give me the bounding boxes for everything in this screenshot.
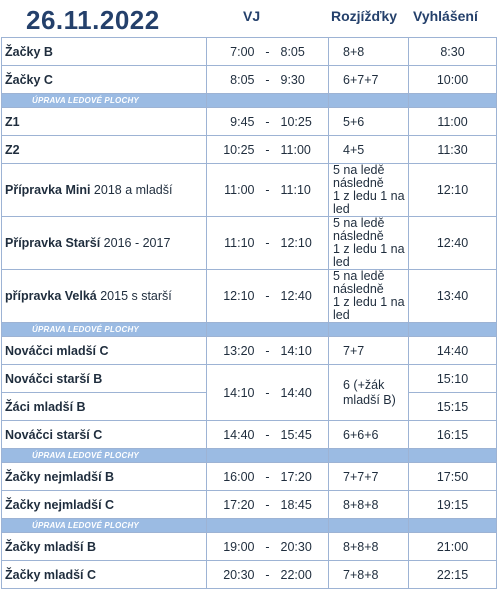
schedule-header bbox=[0, 0, 499, 38]
table-row bbox=[2, 533, 497, 561]
award-time-cell: 15:15 bbox=[409, 393, 497, 421]
category-cell: Žačky nejmladší C bbox=[2, 491, 207, 519]
heats-cell: 4+5 bbox=[329, 136, 409, 164]
heats-cell: 8+8 bbox=[329, 38, 409, 66]
award-time-cell: 21:00 bbox=[409, 533, 497, 561]
award-time-cell: 13:40 bbox=[409, 270, 497, 323]
table-row bbox=[2, 463, 497, 491]
award-time-cell: 12:10 bbox=[409, 164, 497, 217]
time-cell: 14:10 - 14:40 bbox=[207, 365, 329, 421]
ice-resurfacing-label: ÚPRAVA LEDOVÉ PLOCHY bbox=[2, 519, 207, 533]
category-cell: Žačky mladší B bbox=[2, 533, 207, 561]
table-row bbox=[2, 108, 497, 136]
heats-cell: 7+7+7 bbox=[329, 463, 409, 491]
time-cell: 10:25 - 11:00 bbox=[207, 136, 329, 164]
heats-cell: 8+8+8 bbox=[329, 491, 409, 519]
category-cell: Z1 bbox=[2, 108, 207, 136]
time-cell: 17:20 - 18:45 bbox=[207, 491, 329, 519]
category-cell: přípravka Velká 2015 s starší bbox=[2, 270, 207, 323]
table-row bbox=[2, 561, 497, 589]
award-time-cell: 8:30 bbox=[409, 38, 497, 66]
time-cell: 11:10 - 12:10 bbox=[207, 217, 329, 270]
ice-resurfacing-label: ÚPRAVA LEDOVÉ PLOCHY bbox=[2, 323, 207, 337]
column-header-rozjizdky: Rozjížďky bbox=[331, 8, 398, 24]
heats-cell: 6 (+žák mladší B) bbox=[329, 365, 409, 421]
category-cell: Přípravka Mini 2018 a mladší bbox=[2, 164, 207, 217]
table-row bbox=[2, 270, 497, 323]
category-cell: Přípravka Starší 2016 - 2017 bbox=[2, 217, 207, 270]
award-time-cell: 16:15 bbox=[409, 421, 497, 449]
time-cell: 9:45 - 10:25 bbox=[207, 108, 329, 136]
category-cell: Žáci mladší B bbox=[2, 393, 207, 421]
table-row bbox=[2, 365, 497, 393]
table-row bbox=[2, 421, 497, 449]
category-cell: Žačky B bbox=[2, 38, 207, 66]
ice-resurfacing-row bbox=[2, 94, 497, 108]
category-cell: Nováčci starší C bbox=[2, 421, 207, 449]
category-cell: Nováčci starší B bbox=[2, 365, 207, 393]
award-time-cell: 17:50 bbox=[409, 463, 497, 491]
heats-cell: 5 na ledě následně 1 z ledu 1 na led bbox=[329, 217, 409, 270]
category-cell: Nováčci mladší C bbox=[2, 337, 207, 365]
heats-cell: 6+6+6 bbox=[329, 421, 409, 449]
award-time-cell: 14:40 bbox=[409, 337, 497, 365]
heats-cell: 6+7+7 bbox=[329, 66, 409, 94]
award-time-cell: 12:40 bbox=[409, 217, 497, 270]
ice-resurfacing-row bbox=[2, 449, 497, 463]
category-cell: Žačky nejmladší B bbox=[2, 463, 207, 491]
award-time-cell: 22:15 bbox=[409, 561, 497, 589]
time-cell: 7:00 - 8:05 bbox=[207, 38, 329, 66]
heats-cell: 7+7 bbox=[329, 337, 409, 365]
table-row bbox=[2, 38, 497, 66]
time-cell: 20:30 - 22:00 bbox=[207, 561, 329, 589]
time-cell: 11:00 - 11:10 bbox=[207, 164, 329, 217]
table-row bbox=[2, 337, 497, 365]
table-row bbox=[2, 491, 497, 519]
ice-resurfacing-label: ÚPRAVA LEDOVÉ PLOCHY bbox=[2, 449, 207, 463]
time-cell: 13:20 - 14:10 bbox=[207, 337, 329, 365]
table-row bbox=[2, 164, 497, 217]
time-cell: 16:00 - 17:20 bbox=[207, 463, 329, 491]
ice-resurfacing-label: ÚPRAVA LEDOVÉ PLOCHY bbox=[2, 94, 207, 108]
category-cell: Žačky mladší C bbox=[2, 561, 207, 589]
table-row bbox=[2, 136, 497, 164]
award-time-cell: 11:30 bbox=[409, 136, 497, 164]
category-cell: Žačky C bbox=[2, 66, 207, 94]
schedule-table bbox=[1, 37, 497, 589]
award-time-cell: 10:00 bbox=[409, 66, 497, 94]
time-cell: 12:10 - 12:40 bbox=[207, 270, 329, 323]
table-row bbox=[2, 66, 497, 94]
ice-resurfacing-row bbox=[2, 323, 497, 337]
heats-cell: 5 na ledě následně 1 z ledu 1 na led bbox=[329, 270, 409, 323]
award-time-cell: 11:00 bbox=[409, 108, 497, 136]
heats-cell: 7+8+8 bbox=[329, 561, 409, 589]
heats-cell: 5 na ledě následně 1 z ledu 1 na led bbox=[329, 164, 409, 217]
table-row bbox=[2, 217, 497, 270]
time-cell: 14:40 - 15:45 bbox=[207, 421, 329, 449]
award-time-cell: 19:15 bbox=[409, 491, 497, 519]
time-cell: 19:00 - 20:30 bbox=[207, 533, 329, 561]
award-time-cell: 15:10 bbox=[409, 365, 497, 393]
column-header-vj: VJ bbox=[243, 8, 261, 24]
heats-cell: 8+8+8 bbox=[329, 533, 409, 561]
column-header-vyhlaseni: Vyhlášení bbox=[413, 8, 478, 24]
time-cell: 8:05 - 9:30 bbox=[207, 66, 329, 94]
event-date: 26.11.2022 bbox=[26, 5, 160, 35]
category-cell: Z2 bbox=[2, 136, 207, 164]
ice-resurfacing-row bbox=[2, 519, 497, 533]
heats-cell: 5+6 bbox=[329, 108, 409, 136]
